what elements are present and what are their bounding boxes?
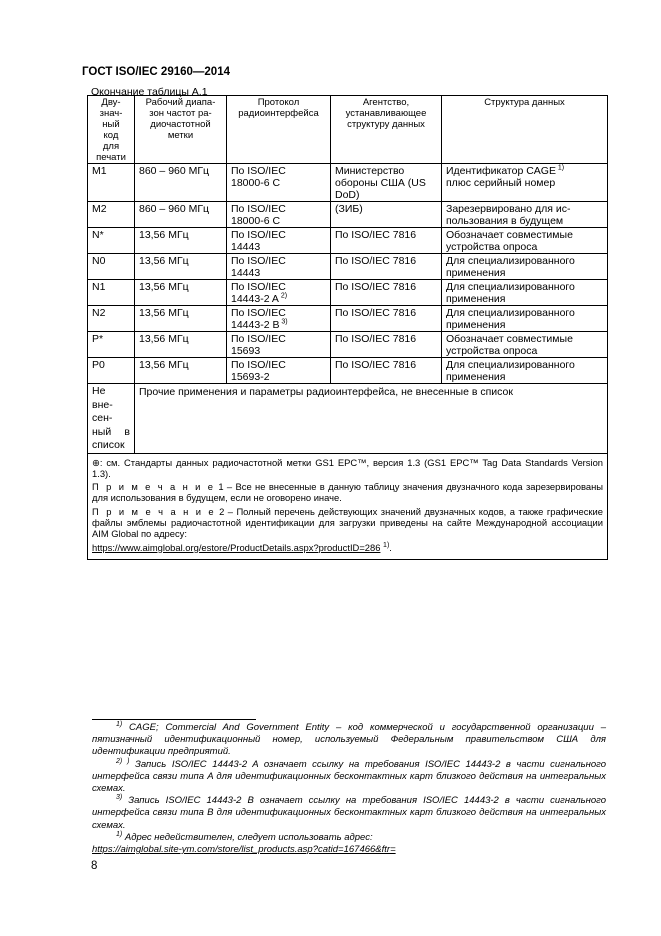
cell-agency: (ЗИБ) xyxy=(331,202,442,228)
cell-other-applications: Прочие применения и параметры радиоинтерфейса, не внесенные в список xyxy=(135,384,608,454)
table-row-other xyxy=(88,384,608,454)
col-header-structure: Структура данных xyxy=(442,96,608,164)
cell-agency: По ISO/IEC 7816 xyxy=(331,332,442,358)
cell-code: P0 xyxy=(88,358,135,384)
table-notes xyxy=(88,453,608,559)
col-header-code: Дву- знач- ный код для печати xyxy=(88,96,135,164)
cell-code: M2 xyxy=(88,202,135,228)
note-label: П р и м е ч а н и е xyxy=(92,481,215,493)
cell-protocol: По ISO/IEC 18000-6 С xyxy=(227,202,331,228)
cell-protocol: По ISO/IEC 18000-6 С xyxy=(227,164,331,202)
footnote-mark: 2) ) xyxy=(116,757,130,765)
cell-frequency: 13,56 МГц xyxy=(135,358,227,384)
cell-code: N1 xyxy=(88,280,135,306)
aim-global-link[interactable]: https://www.aimglobal.org/estore/ProductDetails.aspx?productID=286 xyxy=(92,541,381,553)
footnote-separator xyxy=(92,719,256,720)
cell-agency: По ISO/IEC 7816 xyxy=(331,358,442,384)
table-header-row xyxy=(88,96,608,164)
cell-protocol: По ISO/IEC 14443-2 A $^{2)}$ xyxy=(227,280,331,306)
footnote-mark: 3) xyxy=(116,794,123,802)
cell-protocol: По ISO/IEC 15693-2 xyxy=(227,358,331,384)
footnote-mark: 1) xyxy=(116,830,123,838)
page-number: 8 xyxy=(91,860,98,872)
cell-structure: Обозначает совместимые устройства опроса xyxy=(442,332,608,358)
table-body xyxy=(88,164,608,560)
cell-structure: Для специализированного применения xyxy=(442,358,608,384)
frequency-code-table xyxy=(87,95,608,560)
cell-protocol: По ISO/IEC 14443 xyxy=(227,228,331,254)
footnotes xyxy=(92,722,606,856)
footnote-ref: 2) xyxy=(278,292,288,300)
footnote-link[interactable]: https://aimglobal.site-ym.com/store/list_products.asp?catid=167466&ftr= xyxy=(92,844,396,856)
table-row xyxy=(88,164,608,202)
table-row xyxy=(88,254,608,280)
cell-structure: Идентификатор CAGE $^{1)}$ плюс серийный номер xyxy=(442,164,608,202)
cell-agency: Министерство обороны США (US DoD) xyxy=(331,164,442,202)
cell-code: M1 xyxy=(88,164,135,202)
cell-code: N* xyxy=(88,228,135,254)
cell-frequency: 13,56 МГц xyxy=(135,228,227,254)
col-header-agency: Агентство, устанавливающее структуру данных xyxy=(331,96,442,164)
footnote-ref: 3) xyxy=(279,318,288,326)
note-label: П р и м е ч а н и е xyxy=(92,505,216,517)
footnote: $^{1)}$ Адрес недействителен, следует использовать адрес: https://aimglobal.site-ym.com/store/list_products.asp?catid=167466&ftr= xyxy=(92,830,396,856)
table-caption: Окончание таблицы А.1 xyxy=(91,86,208,98)
cell-code: N2 xyxy=(88,306,135,332)
cell-frequency: 13,56 МГц xyxy=(135,332,227,358)
cell-agency: По ISO/IEC 7816 xyxy=(331,254,442,280)
table-row xyxy=(88,358,608,384)
cell-protocol: По ISO/IEC 14443 xyxy=(227,254,331,280)
col-header-protocol: Протокол радиоинтерфейса xyxy=(227,96,331,164)
note-1: П р и м е ч а н и е 1 – Все не внесенные в данную таблицу значения двузначного кода зарезервированы для использования в будущем, если не оговорено иначе. xyxy=(92,481,603,504)
cell-structure: Зарезервировано для ис- пользования в будущем xyxy=(442,202,608,228)
footnote-ref: 1) xyxy=(383,541,390,549)
cell-code: Не вне- сен- ный в список xyxy=(88,384,135,454)
table-row xyxy=(88,202,608,228)
footnote: $^{1)}$ CAGE; Commercial And Government Entity – код коммерческой и государственной организации – пятизначный идентификационный номер, используемый Федеральным правительством США для идентификации предприятий. xyxy=(92,720,606,758)
table-row xyxy=(88,332,608,358)
footnote: $^{2) )}$ Запись ISO/IEC 14443-2 A означает ссылку на требования ISO/IEC 14443-2 в части сигнального интерфейса связи типа A для идентификационных бесконтактных карт близкого действия на интегральных схемах. xyxy=(92,757,607,795)
cell-agency: По ISO/IEC 7816 xyxy=(331,280,442,306)
footnote-mark: 1) xyxy=(116,720,123,728)
note-2: П р и м е ч а н и е 2 – Полный перечень действующих значений двузначных кодов, а также графические файлы эмблемы радиочастотной идентификации для загрузки приведены на сайте Международной ассоциации AIM Global по адресу: xyxy=(92,505,603,540)
cell-frequency: 13,56 МГц xyxy=(135,306,227,332)
cell-code: P* xyxy=(88,332,135,358)
cell-frequency: 860 – 960 МГц xyxy=(135,164,227,202)
document-header: ГОСТ ISO/IEC 29160—2014 xyxy=(82,66,230,78)
symbol-note: ⊕: см. Стандарты данных радиочастотной метки GS1 EPC™, версия 1.3 (GS1 EPC™ Tag Data Standards Version 1.3). xyxy=(92,456,603,479)
table-row xyxy=(88,228,608,254)
cell-structure: Для специализированного применения xyxy=(442,254,608,280)
note-url-line: https://www.aimglobal.org/estore/ProductDetails.aspx?productID=286 $^{1)}$. xyxy=(92,541,392,553)
footnote-ref: 1) xyxy=(555,164,565,172)
cell-code: N0 xyxy=(88,254,135,280)
cell-frequency: 13,56 МГц xyxy=(135,254,227,280)
cell-frequency: 13,56 МГц xyxy=(135,280,227,306)
cell-agency: По ISO/IEC 7816 xyxy=(331,306,442,332)
footnote: $^{3)}$ Запись ISO/IEC 14443-2 B означает ссылку на требования ISO/IEC 14443-2 в части сигнального интерфейса связи типа B для идентификационных бесконтактных карт близкого действия на интегральных схемах. xyxy=(92,794,606,831)
col-header-frequency: Рабочий диапа- зон частот ра- диочастотной метки xyxy=(135,96,227,164)
cell-frequency: 860 – 960 МГц xyxy=(135,202,227,228)
table-row xyxy=(88,306,608,332)
cell-agency: По ISO/IEC 7816 xyxy=(331,228,442,254)
cell-structure: Для специализированного применения xyxy=(442,280,608,306)
cell-protocol: По ISO/IEC 15693 xyxy=(227,332,331,358)
table-notes-row xyxy=(88,453,608,559)
cell-structure: Для специализированного применения xyxy=(442,306,608,332)
table-row xyxy=(88,280,608,306)
cell-structure: Обозначает совместимые устройства опроса xyxy=(442,228,608,254)
cell-protocol: По ISO/IEC 14443-2 B $^{3)}$ xyxy=(227,306,331,332)
